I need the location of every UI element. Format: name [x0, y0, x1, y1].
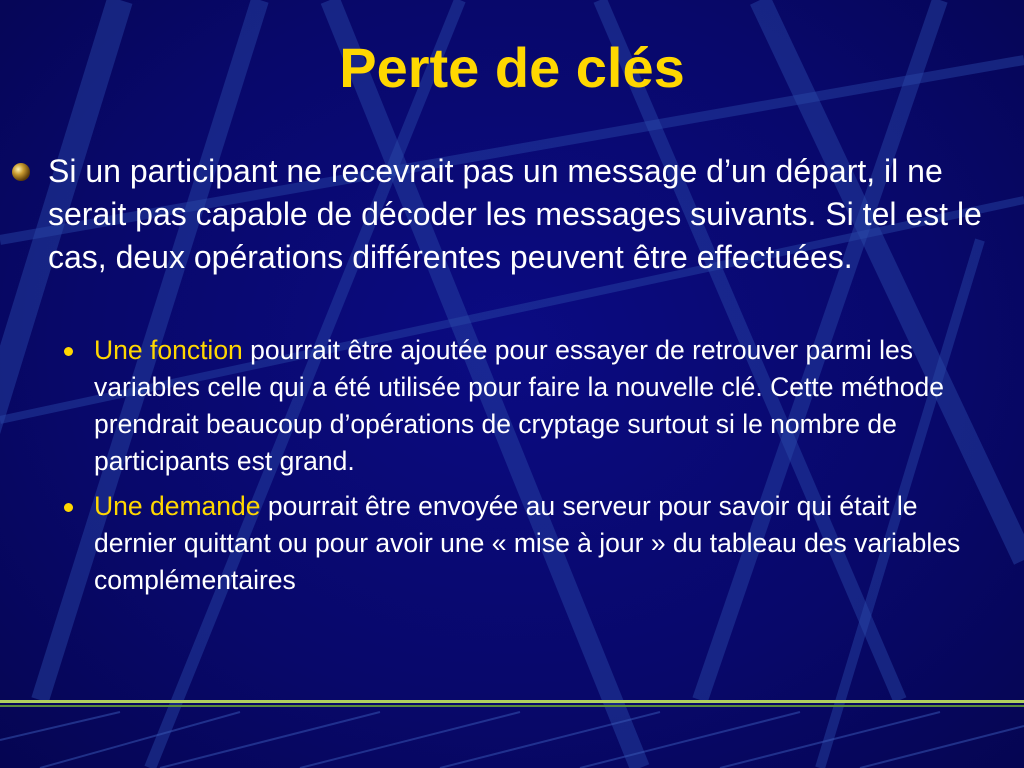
sphere-bullet-icon	[10, 161, 32, 183]
sub-bullet-text: pourrait être envoyée au serveur pour savoir qui était le dernier quittant ou pour avoir une « mise à jour » du tableau des variables complémentaires	[94, 491, 961, 595]
sub-bullet-item	[94, 488, 984, 599]
sub-bullet-item	[94, 332, 984, 480]
slide-title: Perte de clés	[339, 36, 685, 99]
sub-bullet-highlight: Une demande	[94, 491, 261, 521]
main-bullet-text: Si un participant ne recevrait pas un message d’un départ, il ne serait pas capable de décoder les messages suivants. Si tel est le cas, deux opérations différentes peuvent être effectuées.	[48, 153, 982, 275]
bullet-dot-icon	[64, 503, 73, 512]
footer-divider	[0, 700, 1024, 703]
sub-bullet-list	[94, 332, 984, 607]
footer-divider-shadow	[0, 705, 1024, 707]
bullet-dot-icon	[64, 347, 73, 356]
sub-bullet-highlight: Une fonction	[94, 335, 243, 365]
sub-bullet-text: pourrait être ajoutée pour essayer de retrouver parmi les variables celle qui a été utilisée pour faire la nouvelle clé. Cette méthode prendrait beaucoup d’opérations de cryptage surtout si le nombre de participants est grand.	[94, 335, 944, 476]
